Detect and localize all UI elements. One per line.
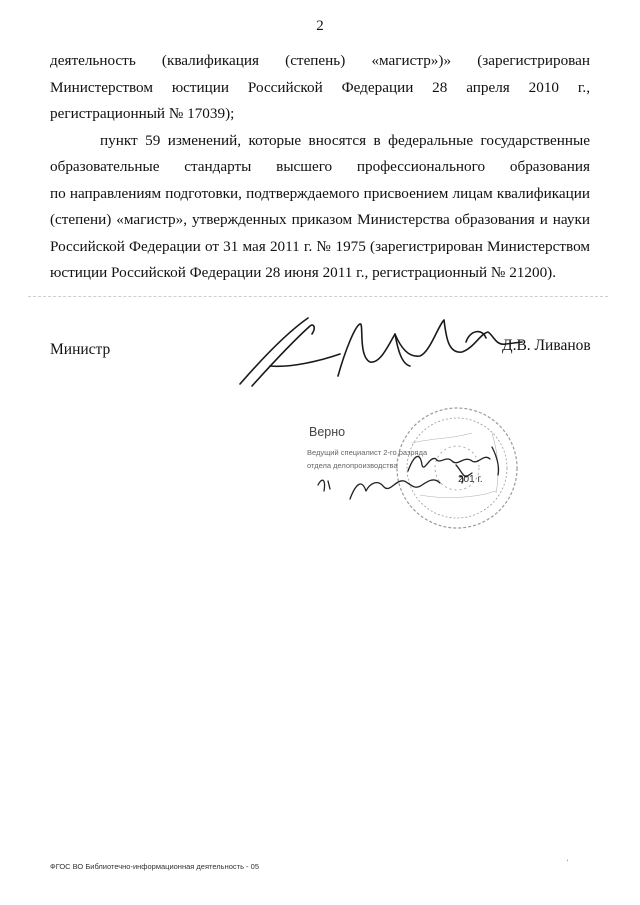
text-line: (степени) «магистр», утвержденных приказом Министерства образования и науки: [50, 211, 590, 228]
document-body: [50, 48, 590, 287]
certification-year: 201 г.: [458, 474, 483, 485]
text-line: Российской Федерации от 31 мая 2011 г. № 1975 (зарегистрирован Министерством: [50, 237, 590, 255]
certification-label: Верно: [309, 425, 346, 439]
certifier-position: Ведущий специалист 2-го разряда: [307, 448, 428, 457]
footer-mark: ': [567, 858, 569, 867]
certification-block: [300, 425, 540, 525]
handwritten-certification: [300, 425, 540, 525]
paragraph-2: [50, 128, 590, 287]
signatory-name: Д.В. Ливанов: [502, 337, 591, 354]
footer-document-id: ФГОС ВО Библиотечно-информационная деятельность - 05: [50, 862, 259, 871]
scan-artifact-divider: [28, 296, 608, 297]
text-line: регистрационный № 17039);: [50, 105, 235, 122]
text-line: юстиции Российской Федерации 28 июня 2011 г., регистрационный № 21200).: [50, 264, 557, 281]
text-line: по направлениям подготовки, подтверждаемого присвоением лицам квалификации: [50, 184, 590, 202]
text-line: пункт 59 изменений, которые вносятся в федеральные государственные: [100, 131, 590, 149]
paragraph-1: [50, 48, 590, 128]
text-line: деятельность (квалификация (степень) «магистр»)» (зарегистрирован: [50, 52, 590, 69]
text-line: Министерством юстиции Российской Федерации 28 апреля 2010 г.,: [50, 78, 590, 96]
certifier-department: отдела делопроизводства: [307, 461, 398, 470]
signatory-title: Министр: [50, 341, 111, 358]
text-line: образовательные стандарты высшего профессионального образования: [50, 158, 590, 175]
page-number: 2: [316, 18, 324, 34]
minister-signature: [230, 306, 530, 396]
